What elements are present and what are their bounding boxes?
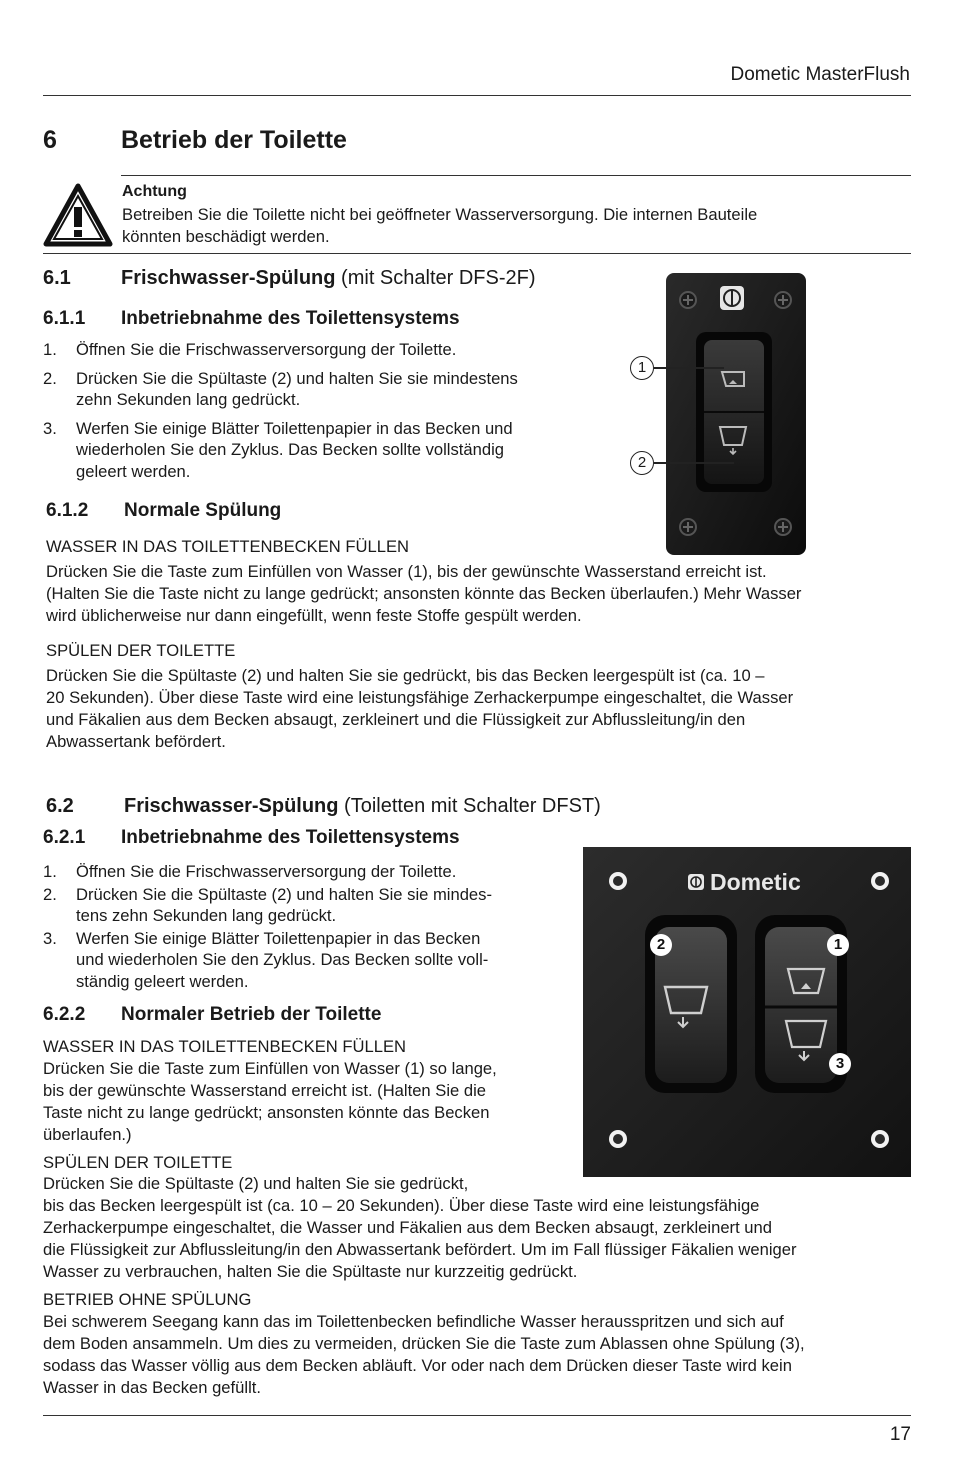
s612-flush-line4: Abwassertank befördert. (46, 732, 226, 751)
s612-fill-heading: WASSER IN DAS TOILETTENBECKEN FÜLLEN (46, 537, 409, 556)
list-item: 2. Drücken Sie die Spültaste (2) und halten Sie sie mindes- tens zehn Sekunden lang gedrückt. (43, 884, 492, 925)
s622-number: 6.2.2 (43, 1004, 86, 1025)
s62-title: Frischwasser-Spülung (Toiletten mit Schalter DFST) (124, 795, 601, 817)
s622-flush-line3: Zerhackerpumpe eingeschaltet, die Wasser und Fäkalien aus dem Becken absaugt, zerkleinert und (43, 1218, 772, 1237)
s622-flush-heading: SPÜLEN DER TOILETTE (43, 1153, 233, 1172)
s622-dry-line3: sodass das Wasser völlig aus dem Becken abläuft. Vor oder nach dem Drücken dieser Taste wird kein (43, 1356, 792, 1375)
list-item: 1. Öffnen Sie die Frischwasserversorgung der Toilette. (43, 862, 457, 881)
s622-fill-line1: Drücken Sie die Taste zum Einfüllen von Wasser (1) so lange, (43, 1059, 497, 1078)
s622-dry-line2: dem Boden ansammeln. Um dies zu vermeiden, drücken Sie die Taste zum Ablassen ohne Spülung (3), (43, 1334, 805, 1353)
s612-flush-heading: SPÜLEN DER TOILETTE (46, 641, 236, 660)
warning-title: Achtung (122, 183, 187, 200)
list-item: 1. Öffnen Sie die Frischwasserversorgung der Toilette. (43, 340, 457, 359)
s622-flush-line1: Drücken Sie die Spültaste (2) und halten Sie sie gedrückt, (43, 1174, 469, 1193)
s622-dry-line1: Bei schwerem Seegang kann das im Toilettenbecken befindliche Wasser herausspritzen und sich auf (43, 1312, 784, 1331)
warning-text-line2: könnten beschädigt werden. (122, 227, 330, 246)
s622-title: Normaler Betrieb der Toilette (121, 1004, 382, 1025)
switch-panel-dfst-figure (583, 847, 911, 1177)
s622-fill-line3: Taste nicht zu lange gedrückt; ansonsten könnte das Becken (43, 1103, 490, 1122)
figure1-callout-1: 1 (630, 356, 654, 380)
warning-triangle-icon (43, 183, 113, 247)
s622-dry-line4: Wasser in das Becken gefüllt. (43, 1378, 261, 1397)
s611-steps (43, 339, 603, 489)
s612-title: Normale Spülung (124, 500, 282, 521)
s622-flush-line4: die Flüssigkeit zur Abflussleitung/in den Abwassertank befördert. Um im Fall flüssiger Fäkalien weniger (43, 1240, 797, 1259)
warning-text-line1: Betreiben Sie die Toilette nicht bei geöffneter Wasserversorgung. Die internen Bauteile (122, 205, 758, 224)
page-number: 17 (889, 1424, 911, 1445)
figure2-callout-2: 2 (650, 934, 672, 956)
s62-number: 6.2 (46, 795, 74, 817)
s622-fill-line2: bis der gewünschte Wasserstand erreicht ist. (Halten Sie die (43, 1081, 487, 1100)
s622-dry-heading: BETRIEB OHNE SPÜLUNG (43, 1290, 252, 1309)
list-item: 3. Werfen Sie einige Blätter Toilettenpapier in das Becken und wiederholen Sie den Zyklus. Das Becken sollte vollständig geleert werden. (43, 418, 513, 481)
s612-flush-line2: 20 Sekunden). Über diese Taste wird eine leistungsfähige Zerhackerpumpe eingeschaltet, die Wasser (46, 688, 794, 707)
s612-flush-line1: Drücken Sie die Spültaste (2) und halten Sie sie gedrückt, bis das Becken leergespült ist (ca. 10 – (46, 666, 765, 685)
section-number: 6 (43, 126, 57, 154)
switch-panel-dfs2f-figure (630, 272, 810, 557)
s612-fill-line1: Drücken Sie die Taste zum Einfüllen von Wasser (1), bis der gewünschte Wasserstand erreicht ist. (46, 562, 767, 581)
s612-number: 6.1.2 (46, 500, 89, 521)
figure2-callout-1: 1 (827, 934, 849, 956)
s621-steps (43, 861, 573, 993)
s622-fill-heading: WASSER IN DAS TOILETTENBECKEN FÜLLEN (43, 1037, 406, 1056)
figure2-callout-3: 3 (829, 1053, 851, 1075)
s622-flush-line2: bis das Becken leergespült ist (ca. 10 – 20 Sekunden). Über diese Taste wird eine leistungsfähige (43, 1196, 760, 1215)
document-header-brand: Dometic MasterFlush (730, 64, 910, 85)
s612-fill-line3: wird üblicherweise nur dann eingefüllt, wenn feste Stoffe gespült werden. (46, 606, 582, 625)
s621-number: 6.2.1 (43, 827, 86, 848)
s61-title: Frischwasser-Spülung (mit Schalter DFS-2F) (121, 267, 536, 289)
header-rule (43, 95, 911, 96)
s622-fill-line4: überlaufen.) (43, 1125, 132, 1144)
s622-flush-line5: Wasser zu verbrauchen, halten Sie die Spültaste nur kurzzeitig gedrückt. (43, 1262, 578, 1281)
s612-fill-line2: (Halten Sie die Taste nicht zu lange gedrückt; ansonsten könnte das Becken überlaufen.) Mehr Wasser (46, 584, 802, 603)
s611-title: Inbetriebnahme des Toilettensystems (121, 308, 460, 329)
s611-number: 6.1.1 (43, 308, 86, 329)
figure2-brand: Dometic (710, 869, 801, 895)
warning-top-rule (121, 175, 911, 176)
section-title: Betrieb der Toilette (121, 126, 347, 154)
s61-number: 6.1 (43, 267, 71, 289)
s621-title: Inbetriebnahme des Toilettensystems (121, 827, 460, 848)
warning-bottom-rule (43, 253, 911, 254)
list-item: 3. Werfen Sie einige Blätter Toilettenpapier in das Becken und wiederholen Sie den Zyklus. Das Becken sollte voll- ständig geleert werden. (43, 928, 489, 991)
figure1-callout-2: 2 (630, 451, 654, 475)
s612-flush-line3: und Fäkalien aus dem Becken absaugt, zerkleinert und die Flüssigkeit zur Abflussleitung/in den (46, 710, 746, 729)
footer-rule (43, 1415, 911, 1416)
list-item: 2. Drücken Sie die Spültaste (2) und halten Sie sie mindestens zehn Sekunden lang gedrückt. (43, 368, 518, 409)
